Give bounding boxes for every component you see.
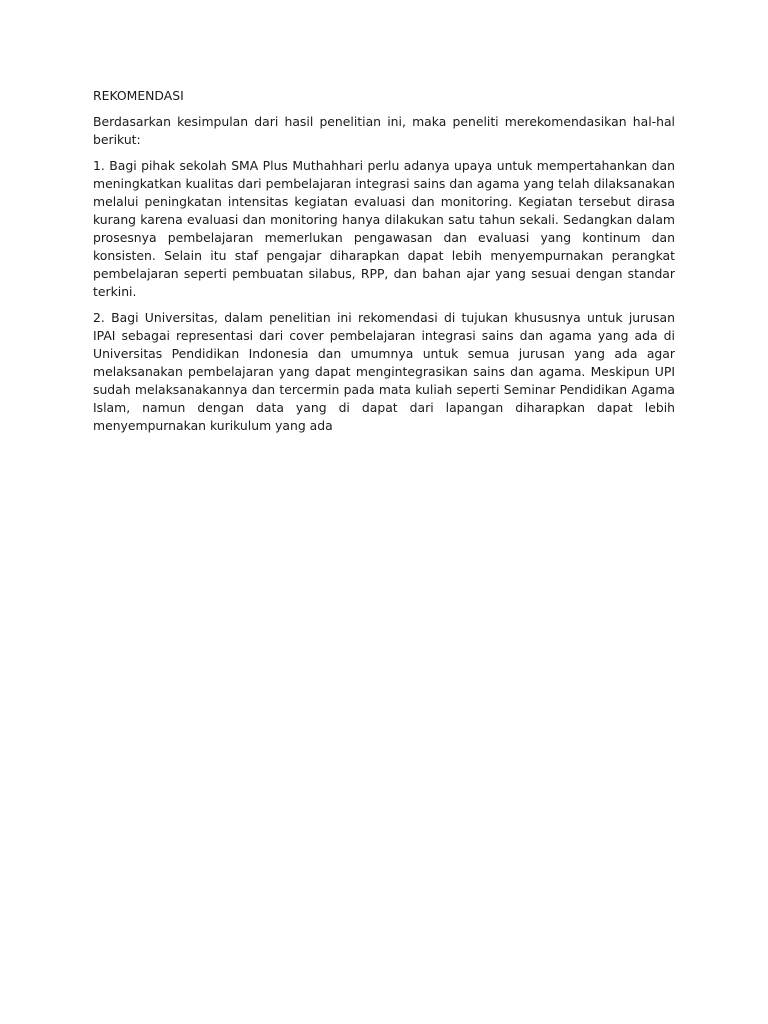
intro-paragraph: Berdasarkan kesimpulan dari hasil penelitian ini, maka peneliti merekomendasikan hal-hal berikut: bbox=[93, 114, 675, 147]
document-body bbox=[93, 87, 675, 443]
section-heading: REKOMENDASI bbox=[93, 88, 184, 103]
recommendation-school-paragraph: 1. Bagi pihak sekolah SMA Plus Muthahhari perlu adanya upaya untuk mempertahankan dan meningkatkan kualitas dari pembelajaran integrasi sains dan agama yang telah dilaksanakan melalui peningkatan intensitas kegiatan evaluasi dan monitoring. Kegiatan tersebut dirasa kurang karena evaluasi dan monitoring hanya dilakukan satu tahun sekali. Sedangkan dalam prosesnya pembelajaran memerlukan pengawasan dan evaluasi yang kontinum dan konsisten. Selain itu staf pengajar diharapkan dapat lebih menyempurnakan perangkat pembelajaran seperti pembuatan silabus, RPP, dan bahan ajar yang sesuai dengan standar terkini. bbox=[93, 158, 675, 299]
recommendation-university-paragraph: 2. Bagi Universitas, dalam penelitian ini rekomendasi di tujukan khususnya untuk jurusan IPAI sebagai representasi dari cover pembelajaran integrasi sains dan agama yang ada di Universitas Pendidikan Indonesia dan umumnya untuk semua jurusan yang ada agar melaksanakan pembelajaran yang dapat mengintegrasikan sains dan agama. Meskipun UPI sudah melaksanakannya dan tercermin pada mata kuliah seperti Seminar Pendidikan Agama Islam, namun dengan data yang di dapat dari lapangan diharapkan dapat lebih menyempurnakan kurikulum yang ada bbox=[93, 310, 675, 433]
